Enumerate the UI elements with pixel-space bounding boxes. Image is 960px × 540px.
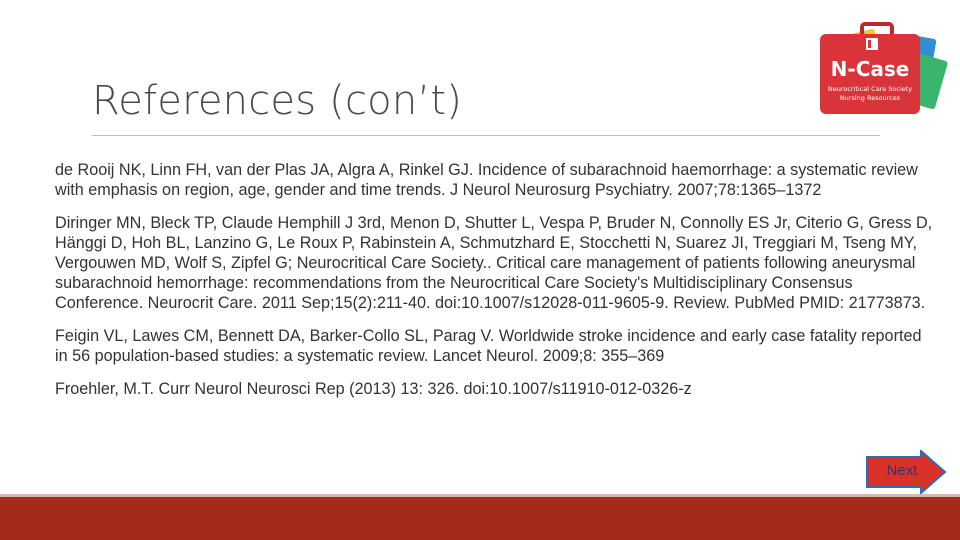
references-list — [55, 160, 935, 412]
logo-name: N-Case — [830, 57, 910, 81]
n-case-logo — [810, 16, 950, 118]
reference-item: de Rooij NK, Linn FH, van der Plas JA, Algra A, Rinkel GJ. Incidence of subarachnoid haemorrhage: a systematic review with emphasis on region, age, gender and time trends. J Neurol Neurosurg Psychiatry. 2007;78:1365–1372 — [55, 161, 918, 199]
reference-item: Diringer MN, Bleck TP, Claude Hemphill J 3rd, Menon D, Shutter L, Vespa P, Bruder N, Connolly ES Jr, Citerio G, Gress D, Hänggi D, Hoh BL, Lanzino G, Le Roux P, Rabinstein A, Schmutzhard E, Stocchetti N, Suarez JI, Treggiari M, Tseng MY, Vergouwen MD, Wolf S, Zipfel G; Neurocritical Care Society.. Critical care management of patients following aneurysmal subarachnoid hemorrhage: recommendations from the Neurocritical Care Society's Multidisciplinary Consensus Conference. Neurocrit Care. 2011 Sep;15(2):211-40. doi:10.1007/s12028-011-9605-9. Review. PubMed PMID: 21773873. — [55, 214, 933, 312]
slide-title: References (con’t) — [92, 78, 463, 124]
logo-line1: Neurocritical Care Society — [827, 85, 913, 93]
reference-item: Froehler, M.T. Curr Neurol Neurosci Rep (2013) 13: 326. doi:10.1007/s11910-012-0326-z — [55, 380, 692, 398]
title-divider — [92, 135, 880, 136]
footer-band — [0, 497, 960, 540]
next-button-label: Next — [886, 462, 918, 479]
logo-line2: Nursing Resources — [839, 94, 901, 102]
reference-item: Feigin VL, Lawes CM, Bennett DA, Barker-Collo SL, Parag V. Worldwide stroke incidence and early case fatality reported in 56 population-based studies: a systematic review. Lancet Neurol. 2009;8: 355–369 — [55, 327, 922, 365]
next-button[interactable] — [865, 450, 947, 494]
